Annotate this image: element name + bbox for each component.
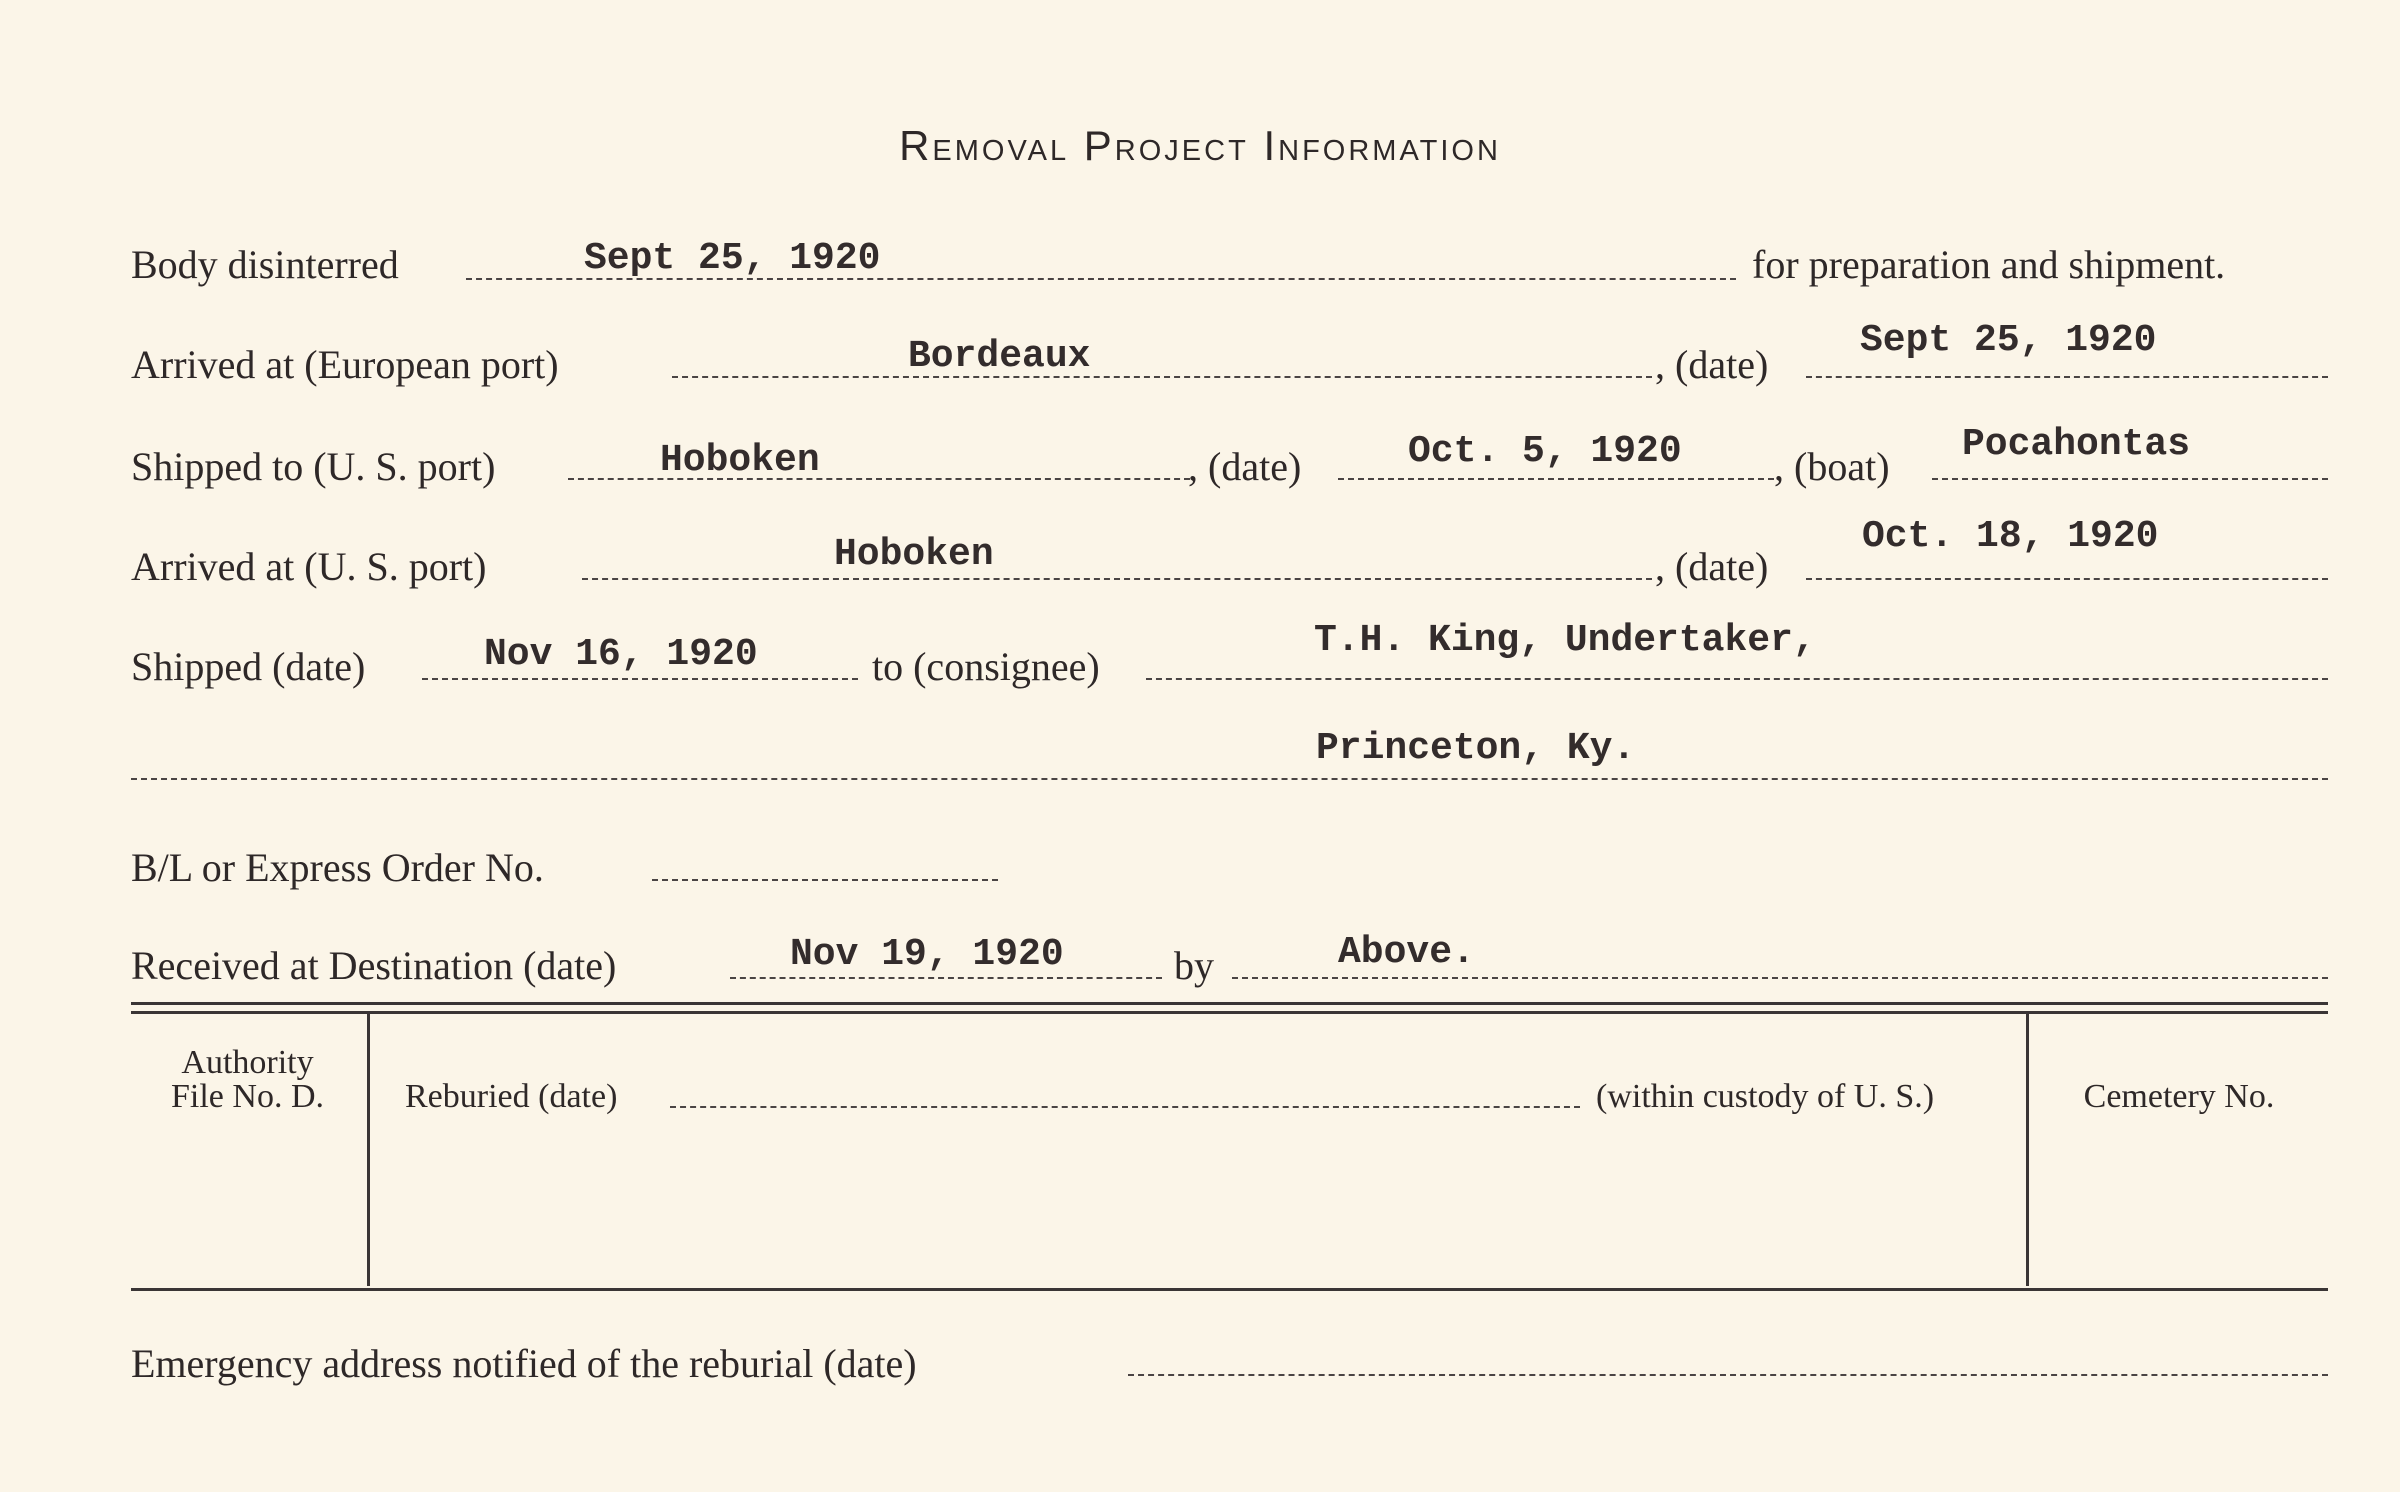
arrived-european-port-value: Bordeaux [908,335,1091,378]
bl-order-line [652,879,998,881]
shipped-us-port-value: Hoboken [660,439,820,482]
received-date-line [730,977,1162,979]
bl-order-label: B/L or Express Order No. [131,845,544,890]
table-bottom-rule [131,1288,2328,1291]
body-disinterred-label: Body disinterred [131,242,399,287]
reburied-date-line [670,1106,1580,1108]
arrived-us-port-label: Arrived at (U. S. port) [131,544,487,589]
received-by-line [1232,977,2328,979]
body-disinterred-suffix: for preparation and shipment. [1752,242,2226,287]
arrived-us-port-line [582,578,1652,580]
authority-label: Authority [181,1044,314,1081]
emergency-address-label: Emergency address notified of the reburial (date) [131,1341,917,1386]
table-divider-right [2026,1014,2029,1286]
consignee-value-line-2: Princeton, Ky. [1316,727,1636,770]
shipped-us-boat-label: , (boat) [1774,444,1890,489]
received-date-value: Nov 19, 1920 [790,933,1064,976]
consignee-label: to (consignee) [872,644,1100,689]
emergency-address-line [1128,1374,2328,1376]
reburied-date-label: Reburied (date) [405,1078,618,1115]
shipped-us-date-label: , (date) [1188,444,1302,489]
shipped-us-boat-value: Pocahontas [1962,423,2191,466]
consignee-value: T.H. King, Undertaker, [1314,619,1816,662]
arrived-european-date-label: , (date) [1655,342,1769,387]
shipped-date-line [422,678,858,680]
arrived-us-date-label: , (date) [1655,544,1769,589]
arrived-european-port-line [672,376,1652,378]
arrived-european-port-label: Arrived at (European port) [131,342,559,387]
body-disinterred-value: Sept 25, 1920 [584,237,881,280]
cemetery-no-label: Cemetery No. [2083,1078,2275,1115]
shipped-us-date-line [1338,478,1774,480]
received-by-label: by [1174,943,1214,988]
arrived-us-port-value: Hoboken [834,533,994,576]
arrived-us-date-line [1806,578,2328,580]
page-title: Removal Project Information [899,122,1501,169]
arrived-european-date-line [1806,376,2328,378]
arrived-european-date-value: Sept 25, 1920 [1860,319,2157,362]
consignee-line-2 [131,778,2328,780]
shipped-date-label: Shipped (date) [131,644,366,689]
shipped-date-value: Nov 16, 1920 [484,633,758,676]
double-rule-bottom [131,1011,2328,1014]
received-date-label: Received at Destination (date) [131,943,617,988]
shipped-us-boat-line [1932,478,2328,480]
custody-label: (within custody of U. S.) [1596,1078,1935,1115]
shipped-us-date-value: Oct. 5, 1920 [1408,430,1682,473]
consignee-line [1146,678,2328,680]
shipped-us-port-label: Shipped to (U. S. port) [131,444,496,489]
table-divider-left [367,1014,370,1286]
received-by-value: Above. [1338,931,1475,974]
double-rule-top [131,1002,2328,1005]
file-no-label: File No. D. [171,1078,324,1115]
arrived-us-date-value: Oct. 18, 1920 [1862,515,2159,558]
